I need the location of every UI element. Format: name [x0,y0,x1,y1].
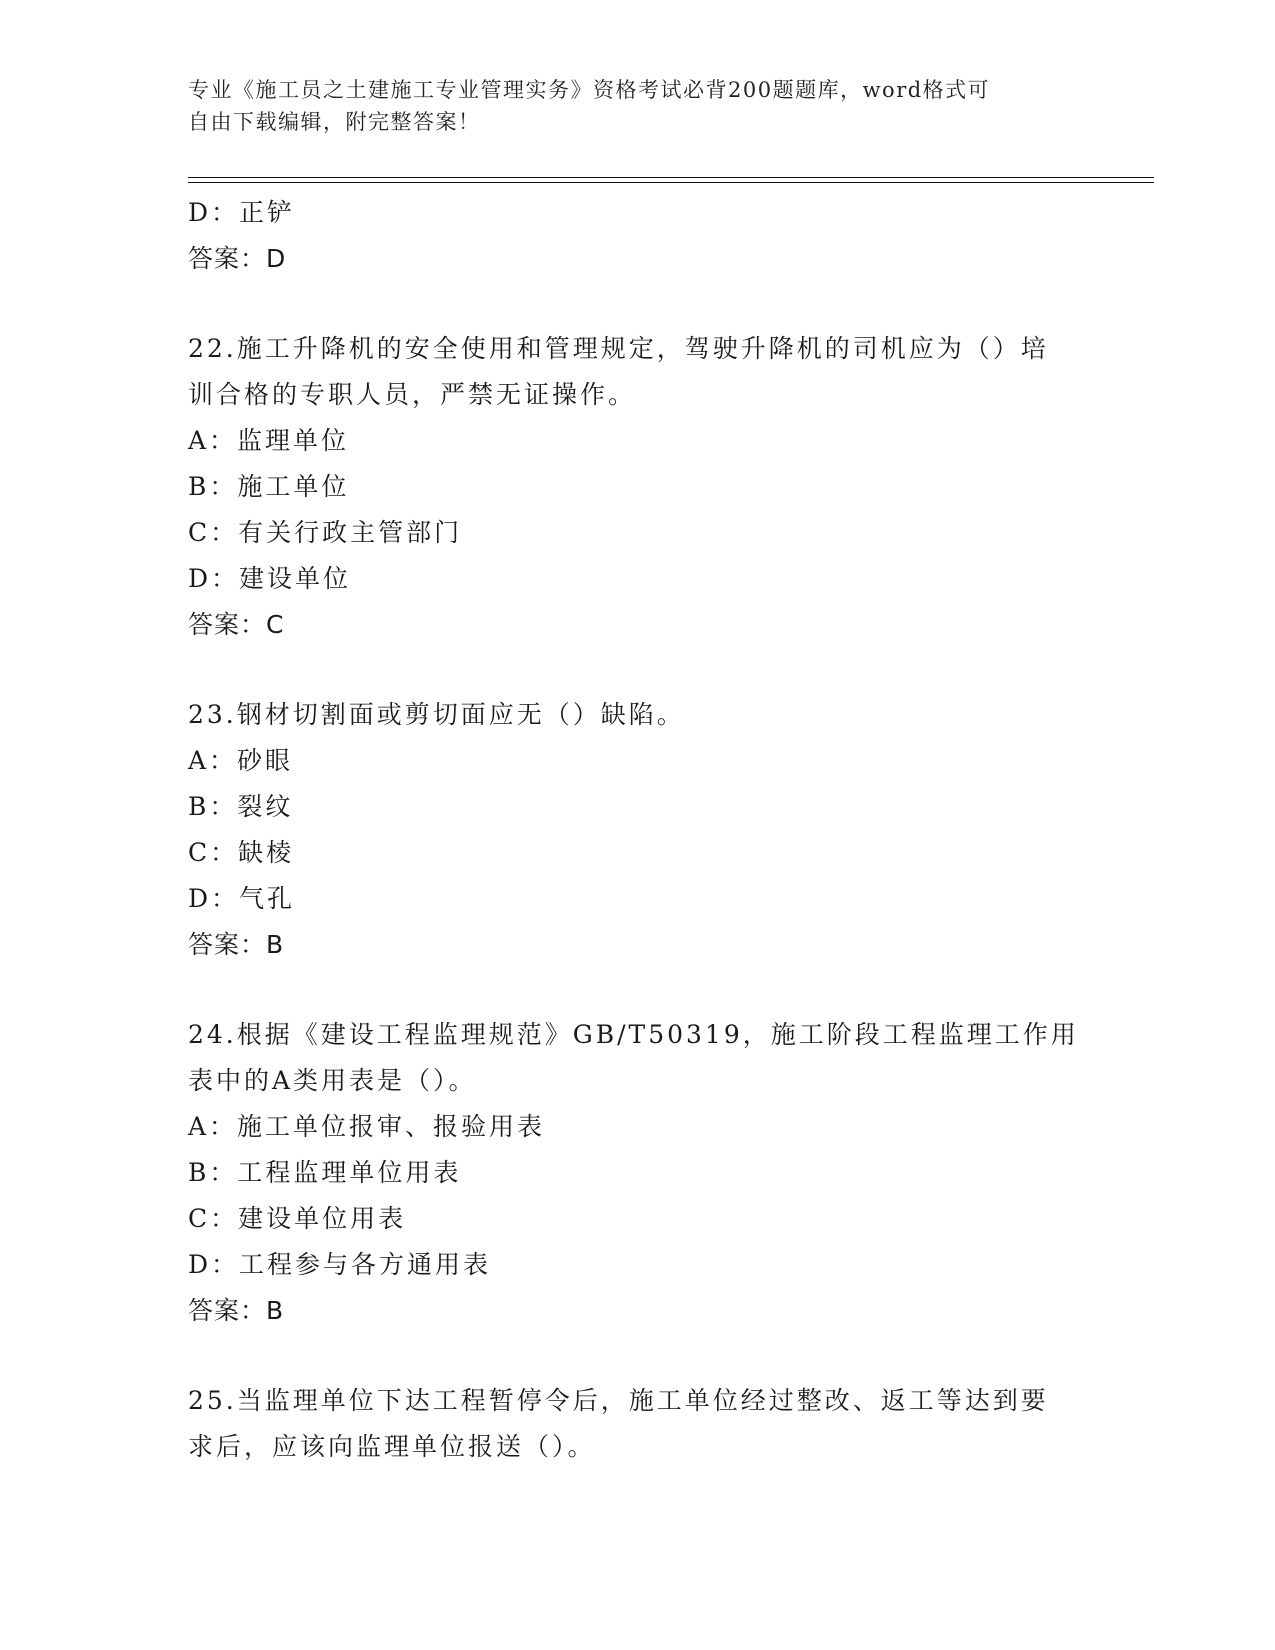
option-c: C：有关行政主管部门 [188,518,463,547]
option-c: C：建设单位用表 [188,1204,407,1233]
option-b: B：施工单位 [188,472,350,501]
option-d: D：正铲 [188,198,296,227]
question-text-line: 表中的A类用表是（）。 [188,1066,477,1095]
option-a: A：监理单位 [188,426,350,455]
question-text-line: 求后，应该向监理单位报送（）。 [188,1432,596,1461]
option-c: C：缺棱 [188,838,295,867]
header-line-1: 专业《施工员之土建施工专业管理实务》资格考试必背200题题库，word格式可 [188,78,991,102]
option-d: D：气孔 [188,884,296,913]
continued-question [188,190,1088,282]
answer-text: 答案：B [188,930,285,959]
option-a: A：砂眼 [188,746,294,775]
answer-text: 答案：B [188,1296,285,1325]
answer-text: 答案：D [188,244,287,273]
option-a: A：施工单位报审、报验用表 [188,1112,546,1141]
option-d: D：建设单位 [188,564,352,593]
option-d: D：工程参与各方通用表 [188,1250,492,1279]
option-b: B：裂纹 [188,792,294,821]
question-text-line: 25.当监理单位下达工程暂停令后，施工单位经过整改、返工等达到要 [188,1386,1049,1415]
question-text-line: 23.钢材切割面或剪切面应无（）缺陷。 [188,700,685,729]
question-25 [188,1378,1088,1470]
header-divider-bottom [188,182,1154,183]
question-24 [188,1012,1088,1334]
option-b: B：工程监理单位用表 [188,1158,462,1187]
question-22 [188,326,1088,648]
header-line-2: 自由下载编辑，附完整答案！ [188,110,481,134]
question-text-line: 24.根据《建设工程监理规范》GB/T50319，施工阶段工程监理工作用 [188,1020,1079,1049]
question-23 [188,692,1088,968]
header-divider-top [188,177,1154,178]
question-text-line: 22.施工升降机的安全使用和管理规定，驾驶升降机的司机应为（）培 [188,334,1049,363]
question-list [188,190,1088,1470]
document-header [188,74,1068,138]
answer-text: 答案：C [188,610,285,639]
question-text-line: 训合格的专职人员，严禁无证操作。 [188,380,637,409]
